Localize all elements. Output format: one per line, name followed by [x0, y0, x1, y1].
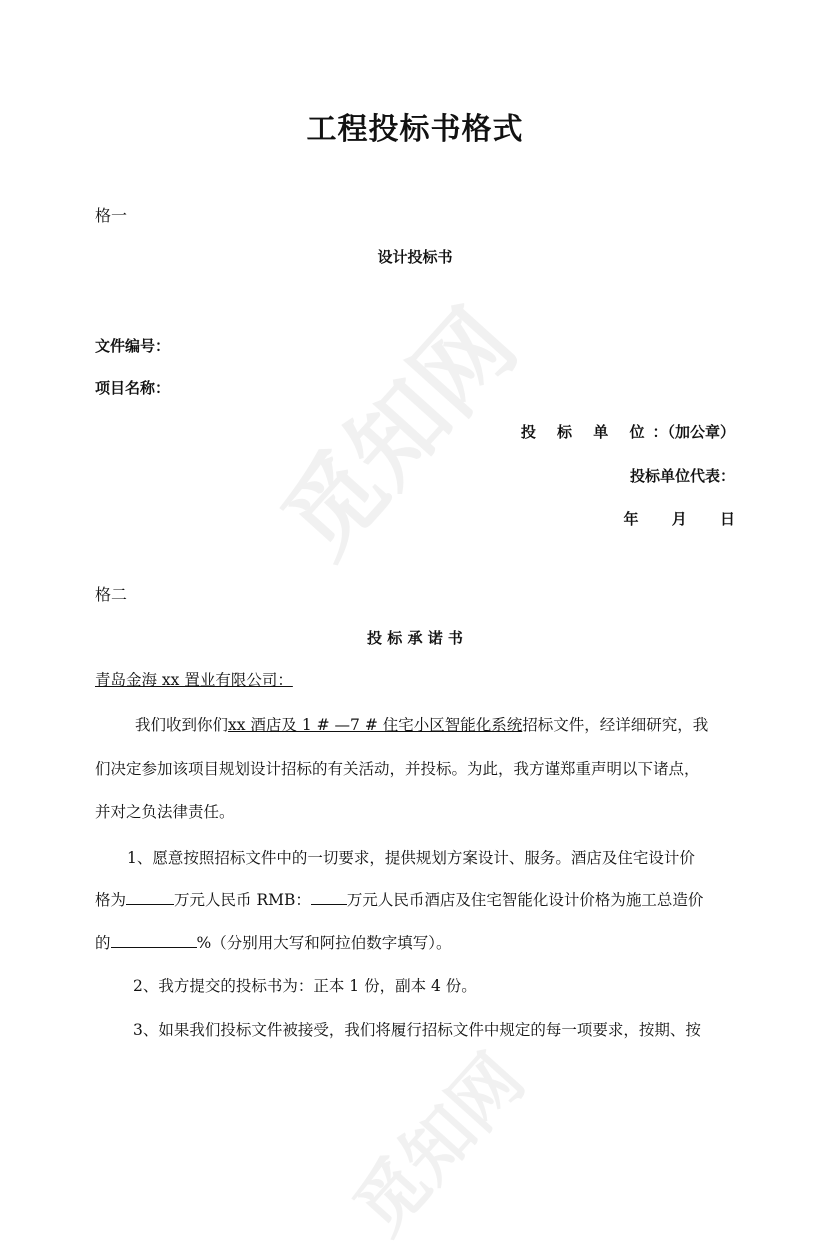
section-subtitle-1: 设计投标书 [377, 248, 453, 266]
item-1-rmb-label: 万元人民币 RMB： [174, 891, 311, 909]
intro-line-2: 们决定参加该项目规划设计招标的有关活动，并投标。为此，我方谨郑重声明以下诸点， [95, 760, 700, 778]
addressee-text: 青岛金海 xx 置业有限公司： [95, 671, 293, 689]
item-3-line-1: 3、如果我们投标文件被接受，我们将履行招标文件中规定的每一项要求，按期、按 [133, 1021, 701, 1039]
section-subtitle-2: 投 标 承 诺 书 [367, 629, 463, 647]
intro-line-1 [135, 713, 708, 735]
item-1-line-2 [95, 888, 703, 910]
intro-line-1-pre: 我们收到你们 [135, 716, 229, 734]
intro-line-3: 并对之负法律责任。 [95, 803, 235, 821]
intro-line-1-post: 招标文件，经详细研究，我 [522, 716, 709, 734]
project-reference: xx 酒店及 1 # —7 # 住宅小区智能化系统 [228, 716, 523, 734]
project-name-label: 项目名称： [95, 379, 171, 397]
blank-rmb-field [311, 890, 347, 905]
item-1-line-2-rest: 万元人民币酒店及住宅智能化设计价格为施工总造价 [346, 891, 704, 909]
item-1-line-3 [95, 931, 452, 953]
document-title: 工程投标书格式 [306, 112, 524, 147]
watermark-bottom: 觅知网 [338, 1038, 540, 1250]
section-label-2: 格二 [95, 585, 128, 604]
item-1-percent-prefix: 的 [95, 934, 111, 952]
item-1-line-1: 1、愿意按照招标文件中的一切要求，提供规划方案设计、服务。酒店及住宅设计价 [127, 849, 695, 867]
file-number-label: 文件编号： [95, 337, 171, 355]
addressee [95, 668, 293, 690]
watermark: 觅知网 [261, 289, 538, 579]
bidder-unit-line [521, 421, 735, 442]
blank-price-field [126, 890, 174, 905]
item-1-percent-note: %（分别用大写和阿拉伯数字填写）。 [196, 934, 452, 952]
blank-percent-field [111, 933, 197, 948]
date-line: 年 月 日 [623, 510, 749, 528]
bidder-unit-stamp-note: ：（加公章） [652, 423, 735, 441]
bidder-unit-label: 投 标 单 位 [520, 423, 653, 441]
item-1-price-prefix: 格为 [95, 891, 127, 909]
section-label-1: 格一 [95, 206, 128, 225]
bidder-representative-label: 投标单位代表： [629, 467, 735, 485]
item-2: 2、我方提交的投标书为：正本 1 份，副本 4 份。 [133, 977, 477, 995]
